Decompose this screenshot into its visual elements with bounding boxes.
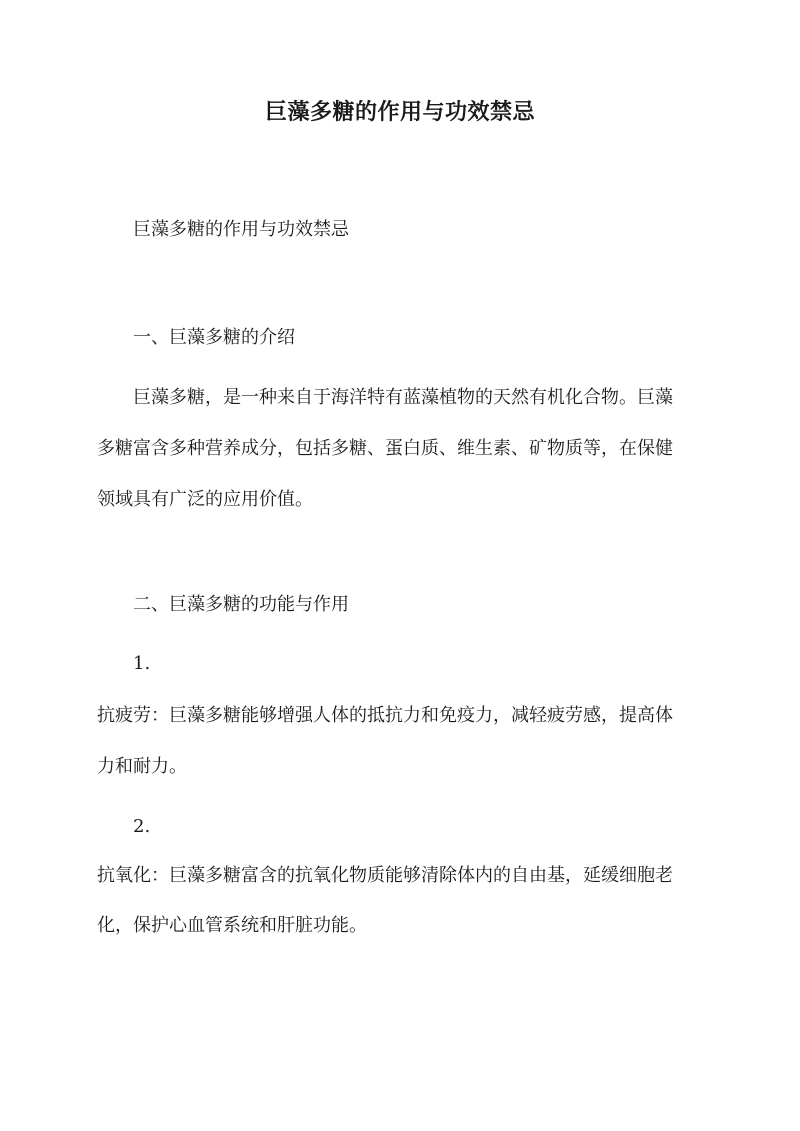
list-item-line: 化，保护心血管系统和肝脏功能。 xyxy=(97,915,367,936)
paragraph-line: 领域具有广泛的应用价值。 xyxy=(97,489,313,510)
list-item-line: 抗氧化：巨藻多糖富含的抗氧化物质能够清除体内的自由基，延缓细胞老 xyxy=(97,865,673,886)
list-item-number: 1. xyxy=(133,653,151,674)
paragraph-line: 巨藻多糖，是一种来自于海洋特有蓝藻植物的天然有机化合物。巨藻 xyxy=(133,387,673,408)
page-title: 巨藻多糖的作用与功效禁忌 xyxy=(264,99,535,125)
list-item-number: 2. xyxy=(133,816,151,837)
section-heading-functions: 二、巨藻多糖的功能与作用 xyxy=(133,594,349,615)
paragraph-line: 多糖富含多种营养成分，包括多糖、蛋白质、维生素、矿物质等，在保健 xyxy=(97,438,673,459)
subtitle: 巨藻多糖的作用与功效禁忌 xyxy=(133,219,349,240)
section-heading-introduction: 一、巨藻多糖的介绍 xyxy=(133,327,295,348)
list-item-line: 力和耐力。 xyxy=(97,756,187,777)
list-item-line: 抗疲劳：巨藻多糖能够增强人体的抵抗力和免疫力，减轻疲劳感，提高体 xyxy=(97,705,673,726)
